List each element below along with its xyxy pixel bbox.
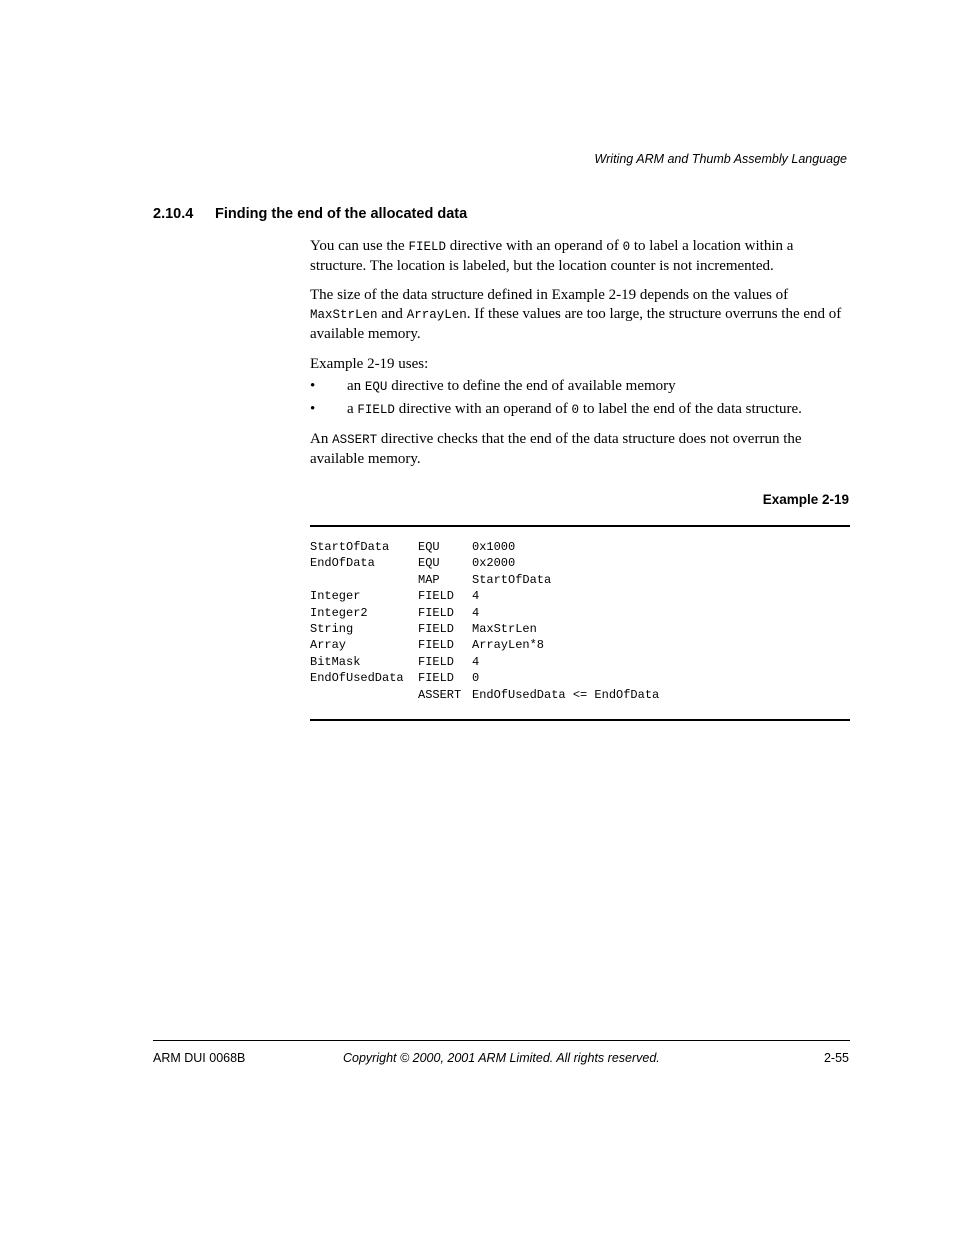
code-label: String <box>310 621 354 636</box>
code-arg: 4 <box>472 605 480 620</box>
code-line <box>310 637 659 653</box>
code-arg: StartOfData <box>472 572 552 587</box>
code-arg: 0x2000 <box>472 556 516 571</box>
code-arg: 0 <box>472 671 480 686</box>
code-arg: 4 <box>472 654 480 669</box>
footer-doc-id: ARM DUI 0068B <box>153 1051 246 1065</box>
bullet-dot: • <box>310 401 316 417</box>
code-equ: EQU <box>364 380 388 394</box>
code-top-rule <box>310 525 850 527</box>
code-label: EndOfUsedData <box>310 671 404 686</box>
paragraph-example-uses <box>310 355 850 423</box>
code-zero: 0 <box>622 240 631 254</box>
code-op: FIELD <box>418 605 455 620</box>
code-line <box>310 670 659 686</box>
text-run: The size of the data structure defined in Example 2-19 depends on the values of <box>310 287 789 303</box>
code-line <box>310 605 659 621</box>
text-run: directive checks that the end of the data structure does not overrun the available memory. <box>310 431 802 467</box>
bullet-dot: • <box>310 378 316 394</box>
code-bottom-rule <box>310 719 850 721</box>
code-line <box>310 588 659 604</box>
text-run: You can use the <box>310 238 409 254</box>
code-op: FIELD <box>418 589 455 604</box>
code-line <box>310 687 659 703</box>
code-op: MAP <box>418 572 440 587</box>
code-arraylen: ArrayLen <box>406 308 467 322</box>
code-line <box>310 555 659 571</box>
section-heading <box>153 206 467 222</box>
text-run: to label a location within a structure. The location is labeled, but the location counter is not incremented. <box>310 238 794 274</box>
code-field: FIELD <box>357 403 395 417</box>
text-run: directive with an operand of <box>394 401 572 417</box>
code-arg: ArrayLen*8 <box>472 638 545 653</box>
code-op: FIELD <box>418 654 455 669</box>
code-zero: 0 <box>571 403 580 417</box>
footer-copyright: Copyright © 2000, 2001 ARM Limited. All rights reserved. <box>343 1051 660 1065</box>
list-item <box>310 377 850 397</box>
paragraph-assert <box>310 430 850 469</box>
section-number: 2.10.4 <box>153 206 194 222</box>
text-run: An <box>310 431 333 447</box>
running-header: Writing ARM and Thumb Assembly Language <box>594 152 847 166</box>
code-label: EndOfData <box>310 556 375 571</box>
text-run: to label the end of the data structure. <box>579 401 802 417</box>
code-op: FIELD <box>418 621 455 636</box>
code-line <box>310 621 659 637</box>
footer-page-number: 2-55 <box>823 1051 849 1065</box>
code-line <box>310 539 659 555</box>
code-op: FIELD <box>418 671 455 686</box>
code-line <box>310 572 659 588</box>
text-run: . If these values are too large, the structure overruns the end of available memory. <box>310 306 842 342</box>
code-arg: MaxStrLen <box>472 621 537 636</box>
code-label: Array <box>310 638 347 653</box>
code-label: Integer <box>310 589 361 604</box>
code-label: BitMask <box>310 654 361 669</box>
example-uses-intro: Example 2-19 uses: <box>310 356 429 372</box>
code-arg: 0x1000 <box>472 540 516 554</box>
bullet-list <box>310 377 850 420</box>
code-line <box>310 654 659 670</box>
code-op: EQU <box>418 540 440 554</box>
code-assert: ASSERT <box>332 433 378 447</box>
code-maxstrlen: MaxStrLen <box>310 308 378 322</box>
list-item <box>310 400 850 420</box>
text-run: directive to define the end of available memory <box>387 378 676 394</box>
text-run: directive with an operand of <box>445 238 623 254</box>
code-arg: 4 <box>472 589 480 604</box>
text-run: and <box>377 306 407 322</box>
example-label: Example 2-19 <box>762 492 849 507</box>
code-op: FIELD <box>418 638 455 653</box>
footer-rule <box>153 1040 850 1041</box>
code-arg: EndOfUsedData <= EndOfData <box>472 687 660 702</box>
paragraph-field-directive <box>310 237 850 276</box>
paragraph-data-structure-size <box>310 286 850 344</box>
section-title: Finding the end of the allocated data <box>215 206 468 222</box>
code-label: StartOfData <box>310 540 390 554</box>
code-op: ASSERT <box>418 687 462 702</box>
code-listing <box>310 539 659 703</box>
text-run: an <box>347 378 365 394</box>
code-label: Integer2 <box>310 605 368 620</box>
code-field: FIELD <box>408 240 446 254</box>
text-run: a <box>347 401 358 417</box>
code-op: EQU <box>418 556 440 571</box>
